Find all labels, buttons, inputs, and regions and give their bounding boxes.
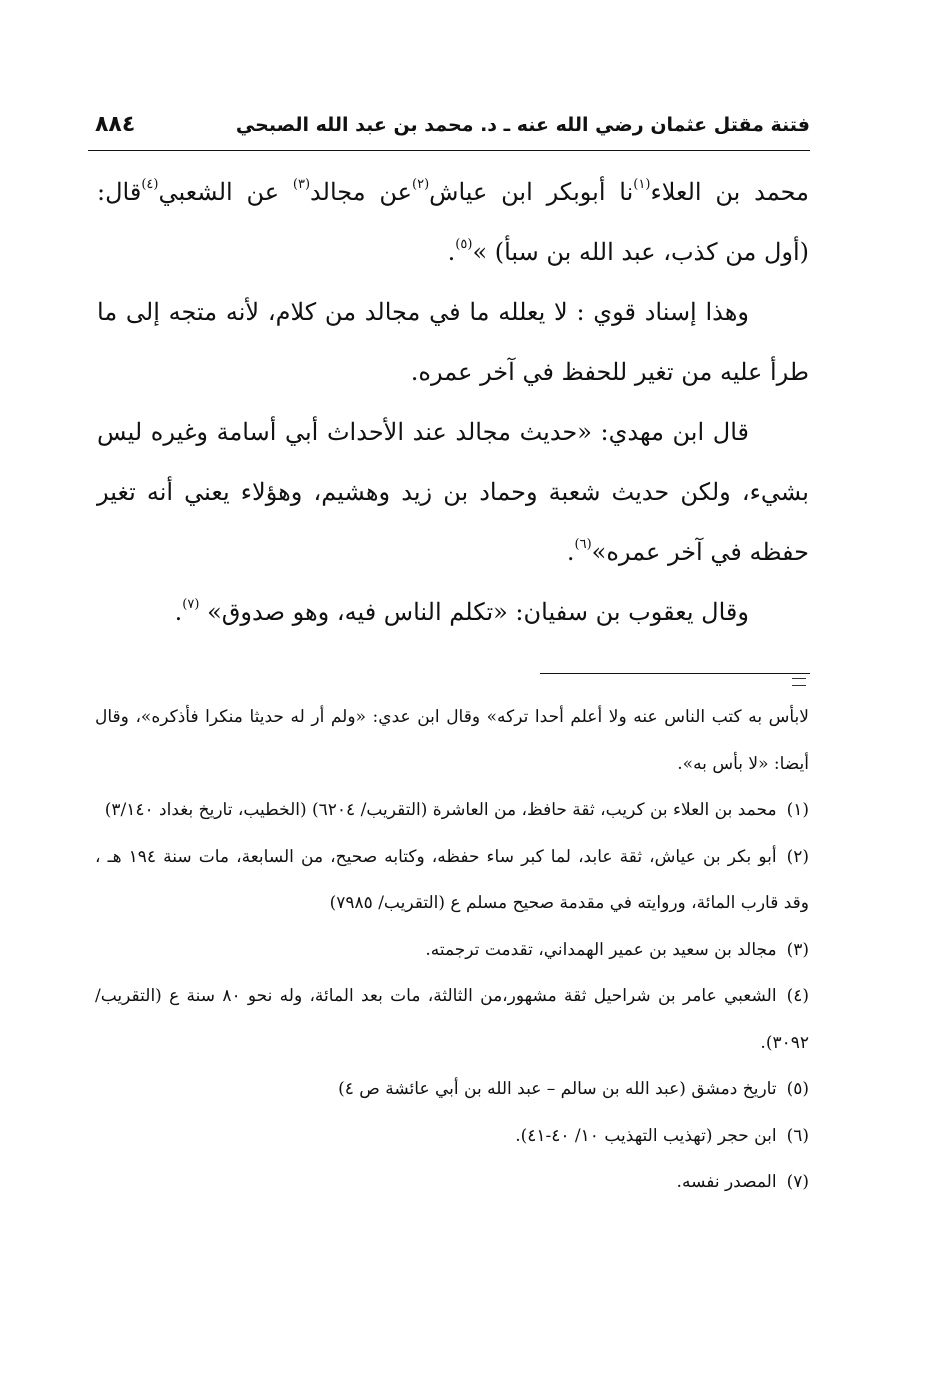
- text-segment: .: [566, 538, 575, 566]
- footnote-text: أبو بكر بن عياش، ثقة عابد، لما كبر ساء حفظه، وكتابه صحيح، من السابعة، مات سنة ١٩٤ هـ ، وقد قارب المائة، وروايته في مقدمة صحيح مسلم ع (التقريب/ ٧٩٨٥): [95, 846, 809, 913]
- running-header: [95, 108, 810, 142]
- text-segment: قال ابن مهدي: «حديث مجالد عند الأحداث أبي أسامة وغيره ليس بشيء، ولكن حديث شعبة وحماد بن زيد وهشيم، وهؤلاء يعني أنه تغير حفظه في آخر عمره»: [97, 418, 809, 566]
- footnote-text: مجالد بن سعيد بن عمير الهمداني، تقدمت ترجمته.: [425, 939, 777, 960]
- footnote-7: [95, 1159, 809, 1206]
- footnote-number: (٢): [786, 846, 809, 867]
- footnote-number: (٣): [786, 939, 809, 960]
- text-segment: عن مجالد: [310, 178, 413, 206]
- text-segment: محمد بن العلاء: [650, 178, 809, 206]
- footnote-text: الشعبي عامر بن شراحيل ثقة مشهور،من الثالثة، مات بعد المائة، وله نحو ٨٠ سنة ع (التقريب/ ٣٠٩٢).: [95, 986, 809, 1053]
- footnote-number: (٧): [786, 1172, 809, 1192]
- footnote-text: تاريخ دمشق (عبد الله بن سالم – عبد الله بن أبي عائشة ص ٤): [338, 1079, 777, 1099]
- footnote-5: [95, 1066, 809, 1113]
- footnote-ref-4[interactable]: (٤): [141, 177, 159, 192]
- text-segment: عن الشعبي: [158, 178, 280, 206]
- footnotes: [95, 694, 809, 1206]
- text-segment: وقال يعقوب بن سفيان: «تكلم الناس فيه، وهو صدوق»: [207, 598, 749, 626]
- footnote-number: (٤): [786, 986, 809, 1006]
- footnote-ref-6[interactable]: (٦): [574, 537, 592, 552]
- footnote-text: المصدر نفسه.: [676, 1172, 777, 1192]
- footnote-ref-2[interactable]: (٢): [412, 177, 430, 192]
- text-segment: قال: (أول من كذب، عبد الله بن سبأ) »: [97, 178, 809, 266]
- text-segment: .: [174, 598, 183, 626]
- footnote-ref-7[interactable]: (٧): [182, 597, 200, 612]
- footnote-4: [95, 973, 809, 1066]
- header-rule: [88, 150, 810, 151]
- text-segment: نا أبوبكر ابن عياش: [429, 178, 634, 206]
- paragraph-3: [97, 402, 809, 582]
- footnote-ref-3[interactable]: (٣): [292, 177, 311, 192]
- footnote-2: [95, 834, 809, 927]
- main-text: [97, 162, 809, 642]
- running-title: فتنة مقتل عثمان رضي الله عنه ـ د. محمد بن عبد الله الصبحي: [235, 114, 810, 136]
- paragraph-4: [97, 582, 809, 642]
- footnote-separator: [540, 673, 810, 674]
- footnote-ref-1[interactable]: (١): [633, 177, 651, 192]
- footnote-3: [95, 927, 809, 974]
- footnote-number: (٦): [786, 1125, 809, 1146]
- page-number: ٨٨٤: [95, 112, 136, 137]
- footnote-6: [95, 1113, 809, 1160]
- text-segment: .: [447, 238, 456, 266]
- footnote-continuation: لابأس به كتب الناس عنه ولا أعلم أحدا تركه» وقال ابن عدي: «ولم أر له حديثا منكرا فأذكره»، وقال أيضا: «لا بأس به».: [95, 707, 809, 774]
- footnote-number: (١): [786, 800, 809, 820]
- footnote-number: (٥): [786, 1079, 809, 1099]
- footnote-ref-5[interactable]: (٥): [455, 237, 473, 252]
- footnote-1: [95, 787, 809, 834]
- continuation-mark: [792, 678, 806, 686]
- paragraph-2: وهذا إسناد قوي : لا يعلله ما في مجالد من كلام، لأنه متجه إلى ما طرأ عليه من تغير للحفظ في آخر عمره.: [97, 298, 809, 386]
- paragraph-1: [97, 162, 809, 282]
- footnote-text: ابن حجر (تهذيب التهذيب ١٠/ ٤٠-٤١).: [515, 1125, 777, 1146]
- footnote-text: محمد بن العلاء بن كريب، ثقة حافظ، من العاشرة (التقريب/ ٦٢٠٤) (الخطيب، تاريخ بغداد ٣/١٤٠): [104, 800, 777, 820]
